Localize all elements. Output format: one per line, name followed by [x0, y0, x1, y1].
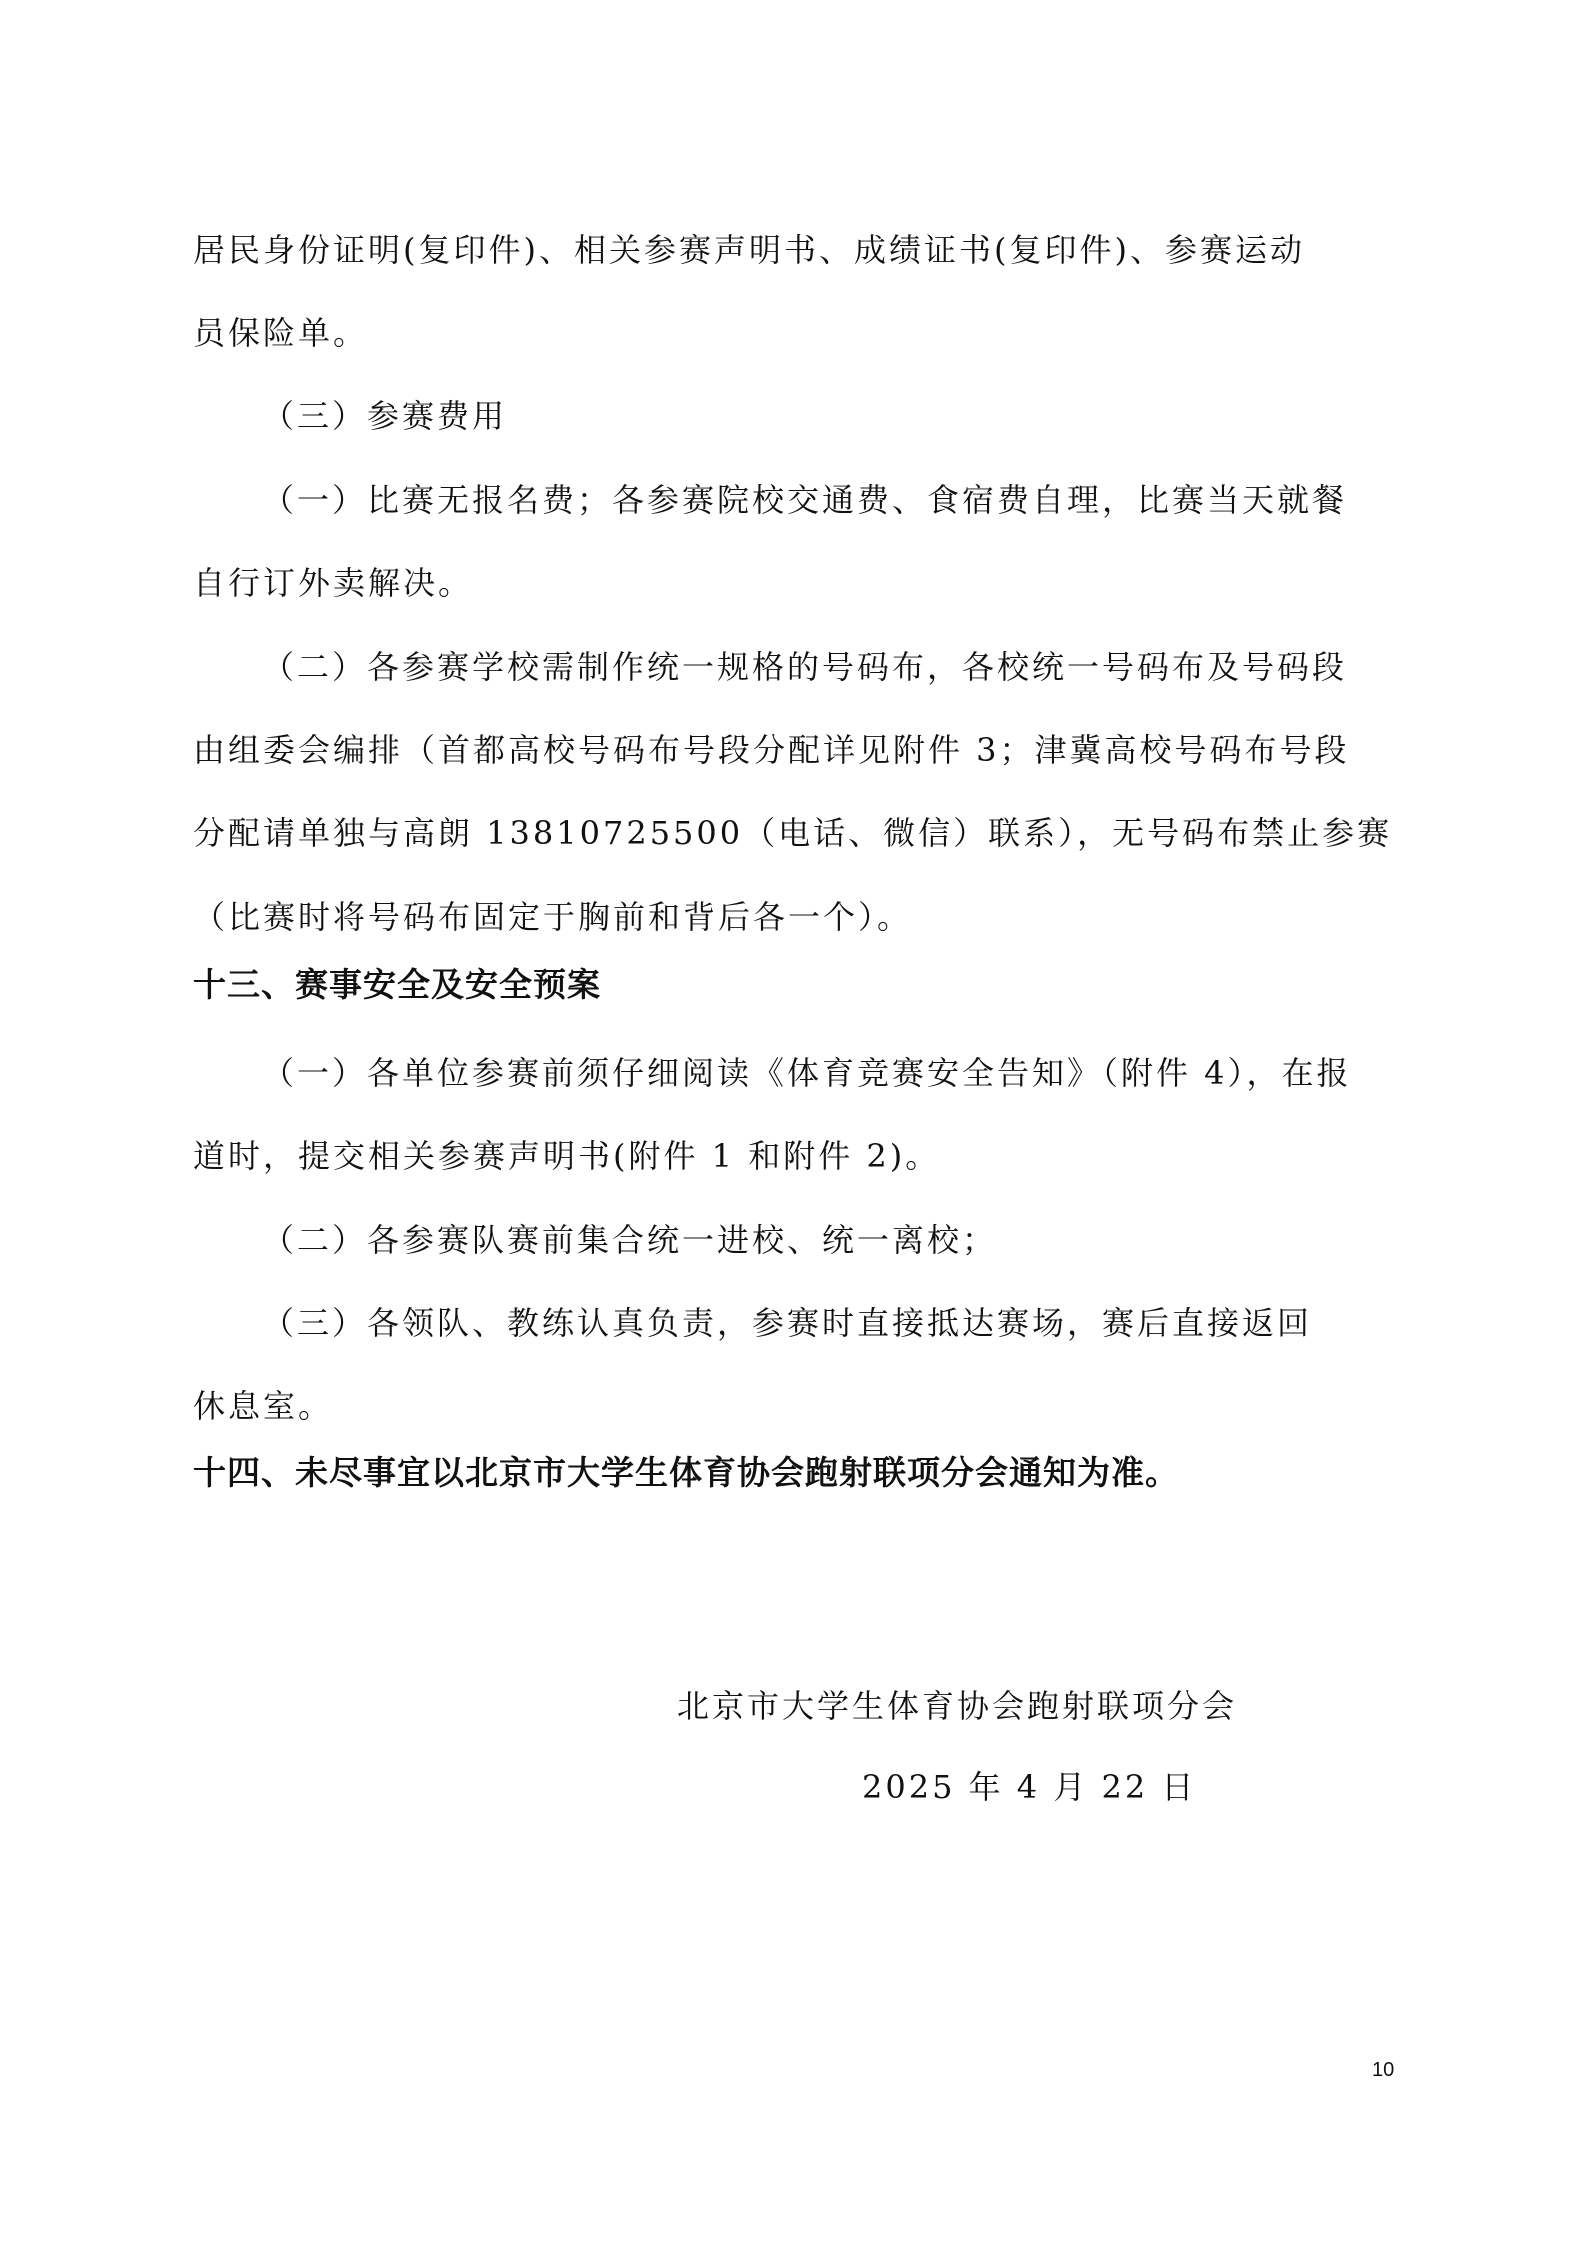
- fees-item-1-line-1: （一）比赛无报名费；各参赛院校交通费、食宿费自理，比赛当天就餐: [262, 481, 1348, 519]
- section-13-item-3-line-2: 休息室。: [193, 1387, 334, 1425]
- section-13-item-3-line-1: （三）各领队、教练认真负责，参赛时直接抵达赛场，赛后直接返回: [262, 1304, 1313, 1342]
- section-13-item-1-line-2: 道时，提交相关参赛声明书(附件 1 和附件 2)。: [193, 1137, 941, 1175]
- fees-item-1-line-2: 自行订外卖解决。: [193, 564, 474, 602]
- body-line-1: 居民身份证明(复印件)、相关参赛声明书、成绩证书(复印件)、参赛运动: [193, 231, 1305, 269]
- body-line-2: 员保险单。: [193, 314, 369, 352]
- section-14-heading: 十四、未尽事宜以北京市大学生体育协会跑射联项分会通知为准。: [193, 1453, 1179, 1492]
- signature-date: 2025 年 4 月 22 日: [862, 1768, 1197, 1806]
- signature-organization: 北京市大学生体育协会跑射联项分会: [677, 1687, 1238, 1725]
- fees-item-2-line-2: 由组委会编排（首都高校号码布号段分配详见附件 3；津冀高校号码布号段: [193, 731, 1350, 769]
- fees-item-2-line-3: 分配请单独与高朗 13810725500（电话、微信）联系），无号码布禁止参赛: [193, 814, 1393, 852]
- section-13-item-2: （二）各参赛队赛前集合统一进校、统一离校；: [262, 1221, 998, 1259]
- fees-item-2-line-1: （二）各参赛学校需制作统一规格的号码布，各校统一号码布及号码段: [262, 648, 1348, 686]
- section-13-heading: 十三、赛事安全及安全预案: [193, 965, 601, 1004]
- section-13-item-1-line-1: （一）各单位参赛前须仔细阅读《体育竞赛安全告知》（附件 4），在报: [262, 1054, 1352, 1092]
- page-number: 10: [1372, 2059, 1395, 2081]
- fees-item-2-line-4: （比赛时将号码布固定于胸前和背后各一个）。: [193, 898, 913, 936]
- subsection-fees-title: （三）参赛费用: [262, 397, 508, 435]
